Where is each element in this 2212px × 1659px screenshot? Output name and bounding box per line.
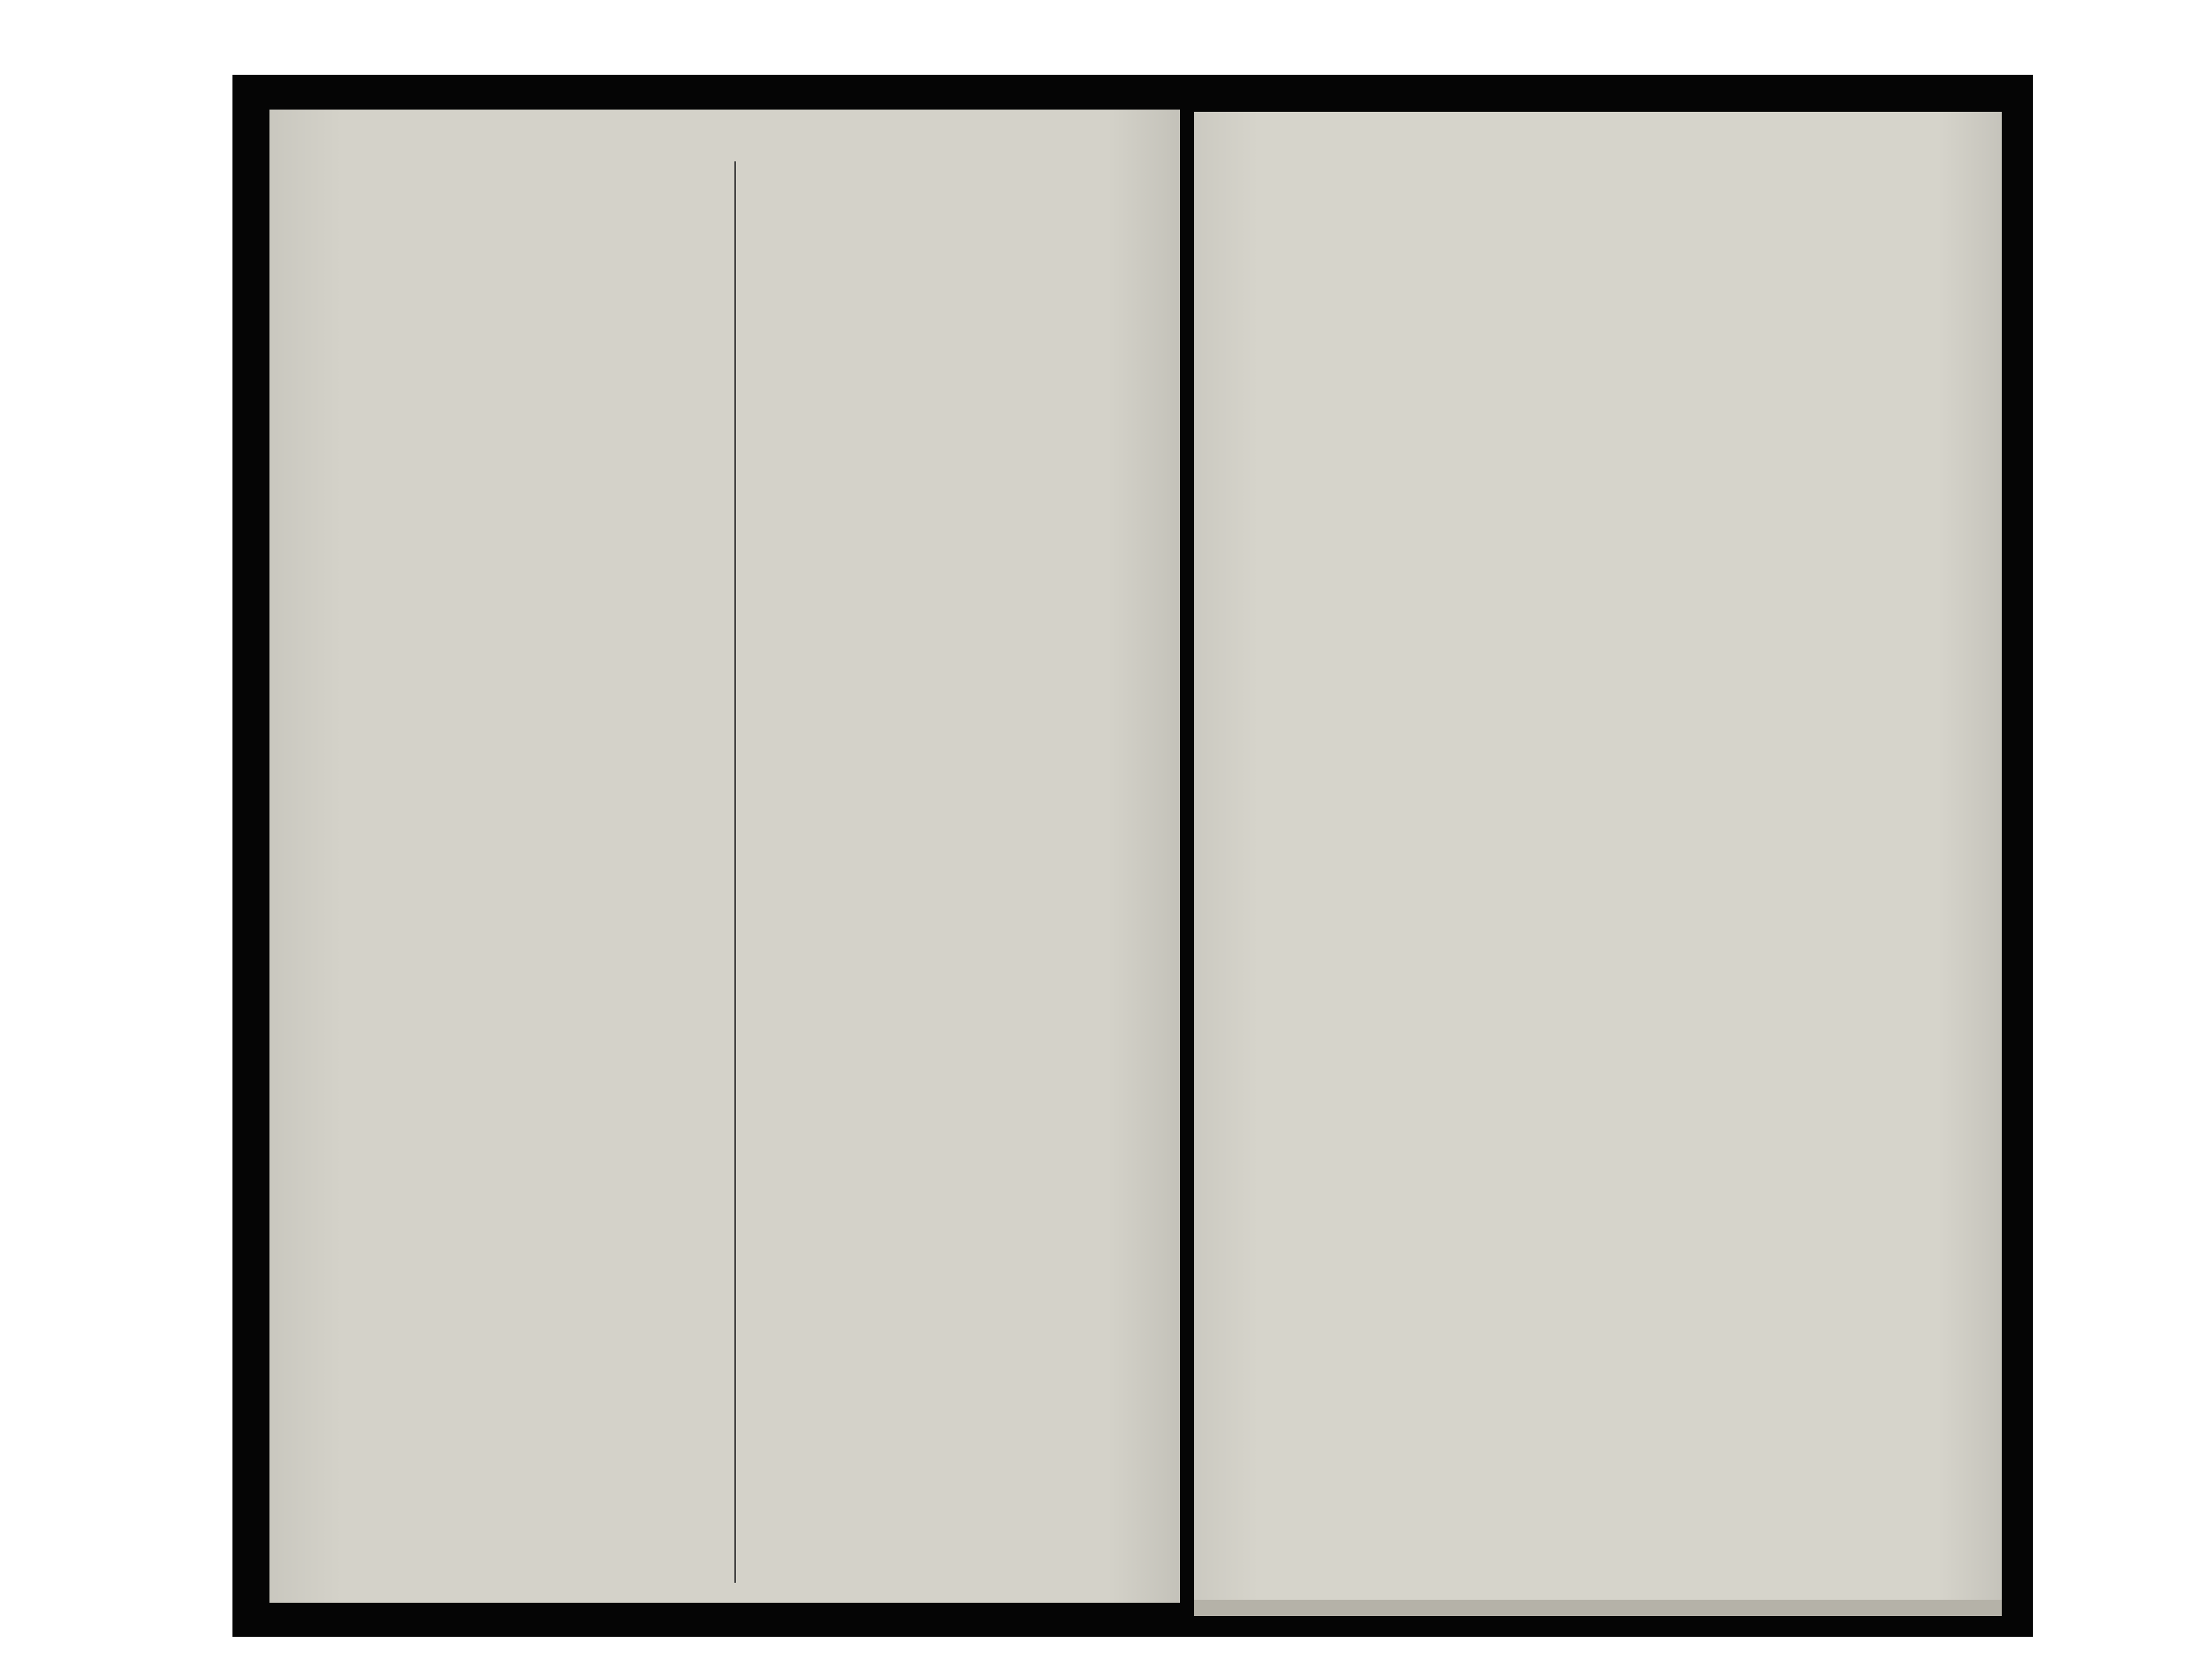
instructions-column-left [358,154,728,1598]
instructions-column-right [743,154,1154,1598]
census-ledger-table [1227,153,1967,1600]
scanned-document [232,75,2033,1637]
column-divider [734,161,736,1583]
instructions-page [269,110,1180,1603]
census-form-page [1194,112,2002,1600]
page-edge [1194,1600,2002,1616]
